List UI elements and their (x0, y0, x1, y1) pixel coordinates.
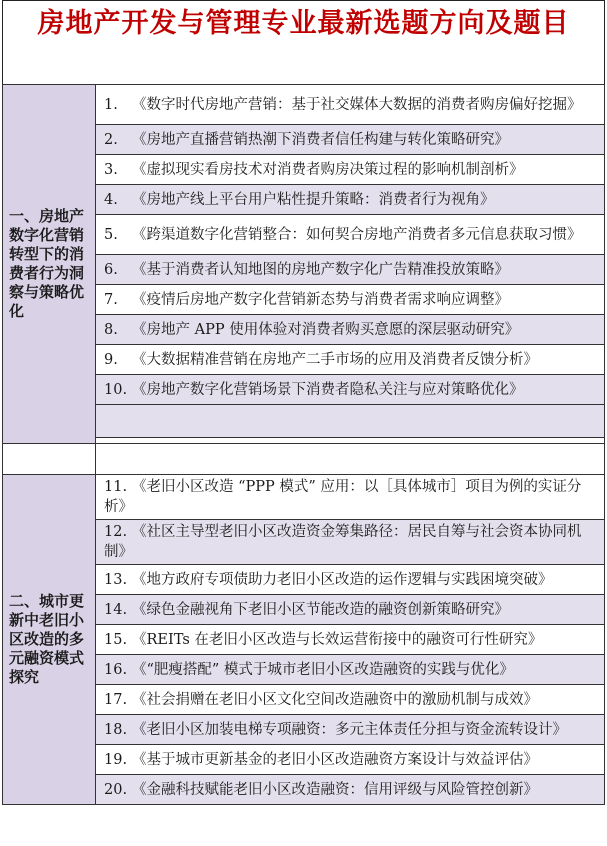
topic-text: 《大数据精准营销在房地产二手市场的应用及消费者反馈分析》 (132, 351, 538, 368)
topic-text: 《房地产线上平台用户粘性提升策略：消费者行为视角》 (132, 191, 495, 208)
topic-number: 15. (104, 631, 128, 648)
topic-number: 6. (104, 261, 118, 278)
category-cell (3, 475, 96, 805)
topic-cell (96, 315, 605, 345)
topic-cell (96, 345, 605, 375)
topic-number: 10. (104, 381, 128, 398)
topic-text: 《老旧小区加装电梯专项融资：多元主体责任分担与资金流转设计》 (132, 721, 567, 738)
topic-number: 16. (104, 661, 128, 678)
topic-cell (96, 745, 605, 775)
topic-text: 《金融科技赋能老旧小区改造融资：信用评级与风险管控创新》 (132, 781, 538, 798)
category-cell (3, 85, 96, 444)
topic-number: 3. (104, 161, 118, 178)
topic-text: 《老旧小区改造 “PPP 模式” 应用：以［具体城市］项目为例的实证分析》 (104, 479, 582, 515)
topic-number: 13. (104, 571, 128, 588)
topic-text: 《基于消费者认知地图的房地产数字化广告精准投放策略》 (132, 261, 509, 278)
table-row (3, 475, 605, 520)
topic-text: 《房地产数字化营销场景下消费者隐私关注与应对策略优化》 (132, 381, 524, 398)
topic-text: 《地方政府专项债助力老旧小区改造的运作逻辑与实践困境突破》 (132, 571, 553, 588)
topic-cell (96, 215, 605, 255)
topic-cell (96, 520, 605, 565)
topic-cell (96, 595, 605, 625)
document-sheet (2, 0, 605, 805)
topic-number: 14. (104, 601, 128, 618)
topic-text: 《房地产直播营销热潮下消费者信任构建与转化策略研究》 (132, 131, 509, 148)
topic-cell (96, 655, 605, 685)
topic-text: 《数字时代房地产营销：基于社交媒体大数据的消费者购房偏好挖掘》 (132, 96, 582, 113)
topic-number: 5. (104, 226, 118, 243)
topic-text: 《社区主导型老旧小区改造资金筹集路径：居民自筹与社会资本协同机制》 (104, 524, 582, 560)
topic-cell (96, 775, 605, 805)
topic-cell (96, 255, 605, 285)
spacer-row (3, 444, 605, 475)
empty-cell (96, 405, 605, 438)
topic-cell (96, 155, 605, 185)
topic-number: 11. (104, 479, 128, 495)
page-title: 房地产开发与管理专业最新选题方向及题目 (2, 0, 605, 84)
topic-text: 《绿色金融视角下老旧小区节能改造的融资创新策略研究》 (132, 601, 509, 618)
topic-number: 8. (104, 321, 118, 338)
empty-cell (3, 444, 96, 475)
topic-text: 《跨渠道数字化营销整合：如何契合房地产消费者多元信息获取习惯》 (132, 226, 582, 243)
topic-text: 《房地产 APP 使用体验对消费者购买意愿的深层驱动研究》 (132, 321, 520, 338)
category-label: 二、城市更新中老旧小区改造的多元融资模式探究 (9, 592, 85, 686)
topic-cell (96, 85, 605, 125)
topic-cell (96, 685, 605, 715)
topic-number: 4. (104, 191, 118, 208)
topic-text: 《虚拟现实看房技术对消费者购房决策过程的影响机制剖析》 (132, 161, 524, 178)
topic-cell (96, 715, 605, 745)
topic-cell (96, 475, 605, 520)
topic-number: 18. (104, 721, 128, 738)
topic-cell (96, 375, 605, 405)
topic-number: 7. (104, 291, 118, 308)
topic-cell (96, 125, 605, 155)
topic-text: 《基于城市更新基金的老旧小区改造融资方案设计与效益评估》 (132, 751, 538, 768)
topic-number: 20. (104, 781, 128, 798)
topic-number: 12. (104, 524, 128, 540)
topic-number: 9. (104, 351, 118, 368)
topic-cell (96, 625, 605, 655)
topic-cell (96, 565, 605, 595)
topic-table (2, 84, 605, 805)
topic-text: 《社会捐赠在老旧小区文化空间改造融资中的激励机制与成效》 (132, 691, 538, 708)
topic-number: 19. (104, 751, 128, 768)
topic-number: 1. (104, 96, 118, 113)
topic-number: 17. (104, 691, 128, 708)
topic-cell (96, 185, 605, 215)
topic-text: 《REITs 在老旧小区改造与长效运营衔接中的融资可行性研究》 (132, 631, 543, 648)
category-label: 一、房地产数字化营销转型下的消费者行为洞察与策略优化 (9, 207, 85, 320)
table-row (3, 85, 605, 125)
topic-text: 《“肥瘦搭配” 模式于城市老旧小区改造融资的实践与优化》 (132, 661, 514, 678)
topic-cell (96, 285, 605, 315)
topic-number: 2. (104, 131, 118, 148)
topic-text: 《疫情后房地产数字化营销新态势与消费者需求响应调整》 (132, 291, 509, 308)
empty-cell (96, 444, 605, 475)
